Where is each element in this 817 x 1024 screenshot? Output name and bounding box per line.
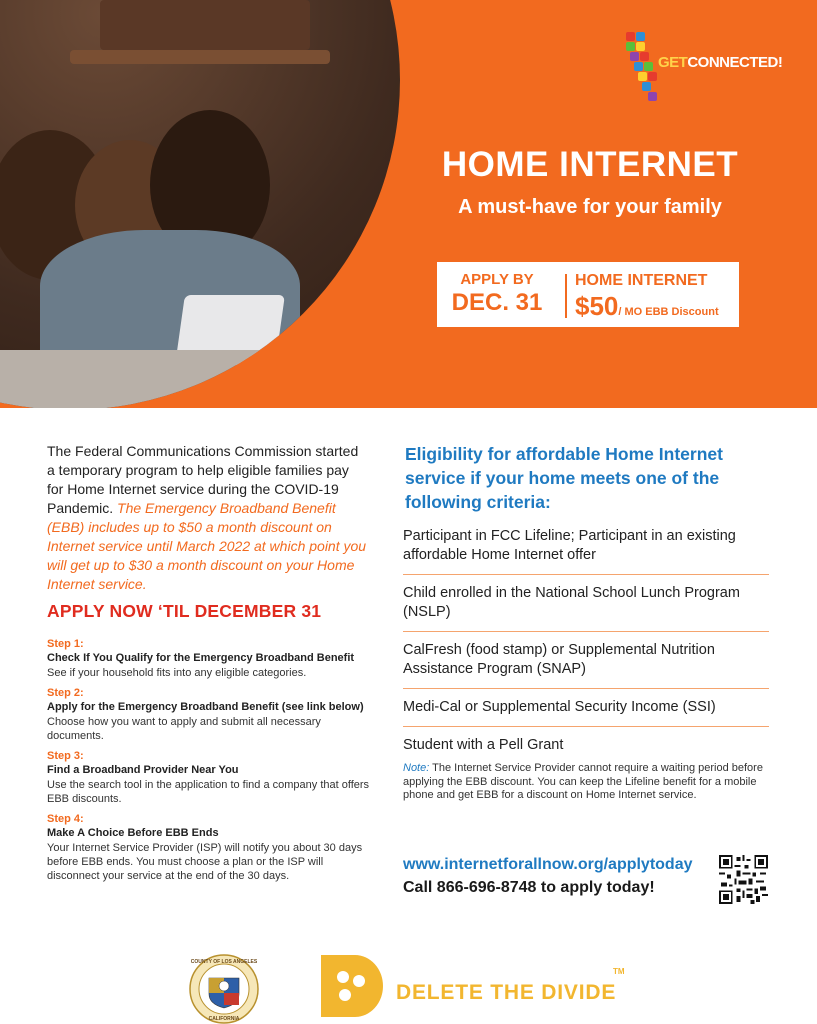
california-puzzle-icon [624,32,658,104]
apply-by-box [437,262,739,327]
svg-text:CALIFORNIA: CALIFORNIA [208,1016,240,1022]
criteria-item: Student with a Pell Grant [403,737,564,753]
criteria-list [403,527,769,773]
apply-by-deadline: APPLY BY DEC. 31 [451,271,543,316]
steps-list [47,637,372,889]
step-item: Step 3: Find a Broadband Provider Near You Use the search tool in the application to find a company that offers EBB discounts. [47,750,370,805]
qr-code-icon[interactable] [719,855,768,904]
getconnected-logo [612,28,782,108]
step-item: Step 1: Check If You Qualify for the Emergency Broadband Benefit See if your household fits into any eligible categories. [47,638,355,679]
eligibility-heading: Eligibility for affordable Home Internet service if your home meets one of the following criteria: [405,444,723,512]
criteria-item: CalFresh (food stamp) or Supplemental Nutrition Assistance Program (SNAP) [403,641,769,689]
delete-the-divide-logo-icon [321,955,383,1017]
divider [565,274,567,318]
hero-subtitle: A must-have for your family [458,196,722,218]
step-item: Step 4: Make A Choice Before EBB Ends Your Internet Service Provider (ISP) will notify you about 30 days before EBB ends. You must choose a plan or the ISP will disconnect your service at the end of the 30 days. [47,813,363,882]
svg-text:COUNTY OF LOS ANGELES: COUNTY OF LOS ANGELES [190,959,258,965]
county-seal-icon [189,954,259,1024]
criteria-item: Child enrolled in the National School Lunch Program (NSLP) [403,584,769,632]
hero-banner [0,0,817,408]
intro-paragraph: The Federal Communications Commission started a temporary program to help eligible families pay for Home Internet service during the COVID-19 Pandemic. The Emergency Broadband Benefit (EBB) includes up to $50 a month discount on Internet service until March 2022 at which point you will get up to $30 a month discount on your Home Internet service. [47,443,367,592]
hero-title: HOME INTERNET [441,145,739,184]
criteria-item: Participant in FCC Lifeline; Participant in an existing affordable Home Internet offer [403,527,769,575]
note-paragraph: Note: The Internet Service Provider cannot require a waiting period before applying the EBB discount. You can keep the Lifeline benefit for a mobile phone and get EBB for a discount on Home Internet service. [403,762,763,801]
getconnected-wordmark: GETCONNECTED! [658,54,783,71]
apply-now-heading: APPLY NOW ‘TIL DECEMBER 31 [47,601,322,621]
trademark-symbol: TM [613,967,625,976]
call-to-action: Call 866-696-8748 to apply today! [403,879,655,896]
delete-the-divide-wordmark: DELETE THE DIVIDE [396,981,617,1004]
criteria-item: Medi-Cal or Supplemental Security Income (SSI) [403,698,769,727]
family-photo [0,0,400,408]
offer-amount: HOME INTERNET $50/ MO EBB Discount [575,272,719,321]
apply-url-link[interactable]: www.internetforallnow.org/applytoday [403,856,693,873]
step-item: Step 2: Apply for the Emergency Broadband Benefit (see link below) Choose how you want to apply and submit all necessary documents. [47,687,364,742]
phone-number[interactable]: 866-696-8748 [436,879,537,896]
